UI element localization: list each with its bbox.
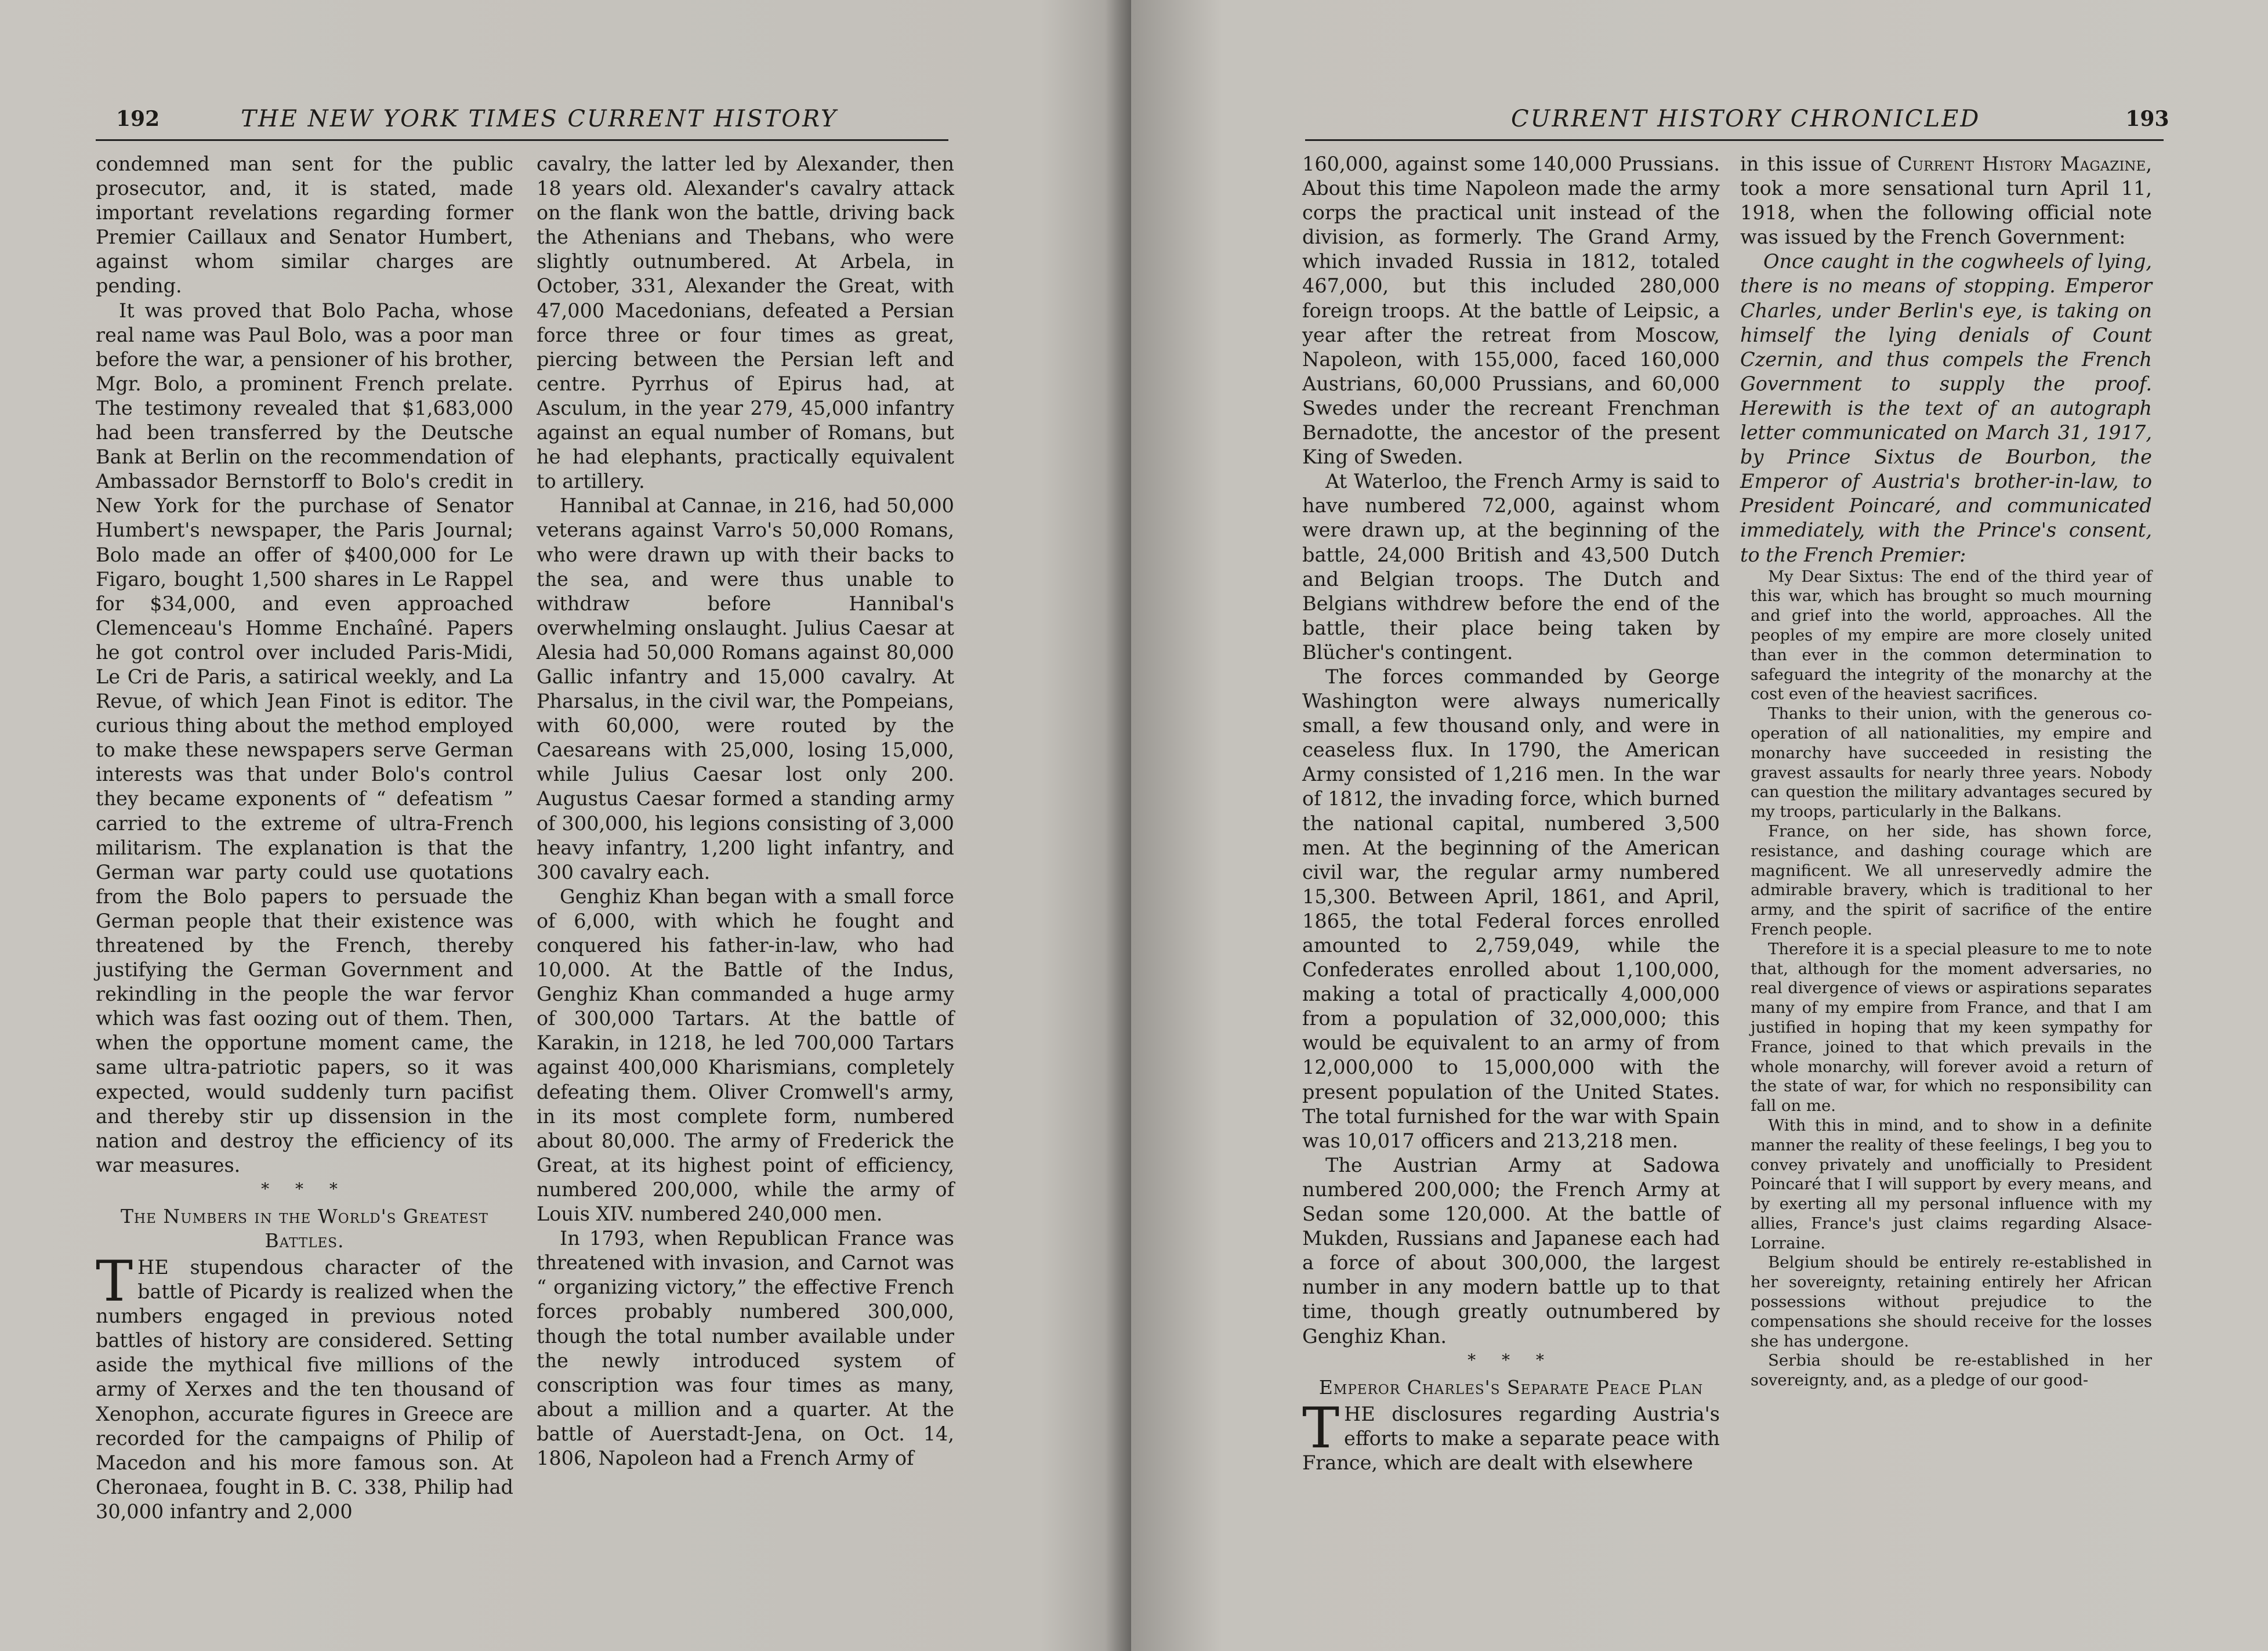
drop-cap: T — [96, 1248, 133, 1314]
right-header-rule — [1305, 139, 2164, 141]
left-column-1 — [96, 152, 513, 1524]
letter-paragraph: Thanks to their union, with the generous co-operation of all nationalities, my empire and monarchy have succeeded in resisting the gravest assaults for nearly three years. Nobody can question the military advantages secured by my troops, particularly in the Balkans. — [1751, 704, 2152, 821]
right-header — [1511, 99, 2169, 139]
left-page — [0, 0, 1131, 1651]
right-page — [1131, 0, 2268, 1651]
left-page-number: 192 — [116, 107, 160, 131]
official-note: Once caught in the cogwheels of lying, there is no means of stopping. Emperor Charles, under Berlin's eye, is taking on himself the lying denials of Count Czernin, and thus compels the French Government to supply the proof. Herewith is the text of an autograph letter communicated on March 31, 1917, by Prince Sixtus de Bourbon, the Emperor of Austria's brother-in-law, to President Poincaré, and communicated immediately, with the Prince's consent, to the French Premier: — [1740, 250, 2152, 566]
letter-paragraph: France, on her side, has shown force, resistance, and dashing courage which are magnificent. We all unreservedly admire the admirable bravery, which is traditional to her army, and the spirit of sacrifice of the entire French people. — [1751, 821, 2152, 939]
paragraph-text: HE stupendous character of the battle of Picardy is realized when the numbers engaged in previous noted battles of history are considered. Setting aside the mythical five millions of the army of Xerxes and the ten thousand of Xenophon, accurate figures in Greece are recorded for the campaigns of Philip of Macedon and his more famous son. At Cheronaea, fought in B. C. 338, Philip had 30,000 infantry and 2,000 — [96, 1255, 513, 1523]
paragraph: 160,000, against some 140,000 Prussians. About this time Napoleon made the army corps the practical unit instead of the division, as formerly. The Grand Army, which invaded Russia in 1812, totaled 467,000, but this included 280,000 foreign troops. At the battle of Leipsic, a year after the retreat from Moscow, Napoleon, with 155,000, faced 160,000 Austrians, 60,000 Prussians, and 60,000 Swedes under the recreant Frenchman Bernadotte, the ancestor of the present King of Sweden. — [1302, 153, 1720, 469]
letter-paragraph: Therefore it is a special pleasure to me to note that, although for the moment adversaries, no real divergence of views or aspirations separates many of my empire from France, and that I am justified in hoping that my keen sympathy for France, joined to that which prevails in the whole monarchy, will forever avoid a return of the state of war, for which no responsibility can fall on me. — [1751, 939, 2152, 1116]
paragraph: It was proved that Bolo Pacha, whose real name was Paul Bolo, was a poor man before the war, a pensioner of his brother, Mgr. Bolo, a prominent French prelate. The testimony revealed that $1,683,000 had been transferred by the Deutsche Bank at Berlin on the recommendation of Ambassador Bernstorff to Bolo's credit in New York for the purchase of Senator Humbert's newspaper, the Paris Journal; Bolo made an offer of $400,000 for Le Figaro, bought 1,500 shares in Le Rappel for $34,000, and even approached Clemenceau's Homme Enchaîné. Papers he got control over included Paris-Midi, Le Cri de Paris, a satirical weekly, and La Revue, of which Jean Finot is editor. The curious thing about the method employed to make these newspapers serve German interests was that under Bolo's control they became exponents of “ defeatism ” carried to the extreme of ultra-French militarism. The explanation is that the German war party could use quotations from the Bolo papers to persuade the German people that their existence was threatened by the French, thereby justifying the German Government and rekindling in the people the war fervor which was fast oozing out of them. Then, when the opportune moment came, the same ultra-patriotic papers, so it was expected, would suddenly turn pacifist and thereby stir up dissension in the nation and destroy the efficiency of its war measures. — [96, 299, 513, 1176]
paragraph: The Austrian Army at Sadowa numbered 200,000; the French Army at Sedan some 120,000. At the battle of Mukden, Russians and Japanese each had a force of about 300,000, the largest number in any modern battle up to that time, though greatly outnumbered by Genghiz Khan. — [1302, 1153, 1720, 1348]
paragraph: Genghiz Khan began with a small force of 6,000, with which he fought and conquered his father-in-law, who had 10,000. At the Battle of the Indus, Genghiz Khan commanded a huge army of 300,000 Tartars. At the battle of Karakin, in 1218, he led 700,000 Tartars against 400,000 Kharismians, completely defeating them. Oliver Cromwell's army, in its most complete form, numbered about 80,000. The army of Frederick the Great, at its highest point of efficiency, numbered 200,000, while the army of Louis XIV. numbered 240,000 men. — [537, 885, 954, 1226]
right-column-2 — [1740, 152, 2152, 1391]
letter-paragraph: With this in mind, and to show in a definite manner the reality of these feelings, I beg you to convey privately and unofficially to President Poincaré that I will support by every means, and by exerting all my personal influence with my allies, France's just claims regarding Alsace-Lorraine. — [1751, 1116, 2152, 1252]
paragraph: condemned man sent for the public prosecutor, and, it is stated, made important revelations regarding former Premier Caillaux and Senator Humbert, against whom similar charges are pending. — [96, 153, 513, 298]
letter-paragraph: Serbia should be re-established in her sovereignty, and, as a pledge of our good- — [1751, 1351, 2152, 1390]
paragraph: In 1793, when Republican France was threatened with invasion, and Carnot was “ organizing victory,” the effective French forces probably numbered 300,000, though the total number available under the newly introduced system of conscription was four times as many, about a million and a quarter. At the battle of Auerstadt-Jena, on Oct. 14, 1806, Napoleon had a French Army of — [537, 1227, 954, 1469]
paragraph: At Waterloo, the French Army is said to have numbered 72,000, against whom were drawn up, at the beginning of the battle, 24,000 British and 43,500 Dutch and Belgian troops. The Dutch and Belgians withdrew before the end of the battle, their place being taken by Blücher's contingent. — [1302, 470, 1720, 664]
right-running-title: CURRENT HISTORY CHRONICLED — [1511, 106, 1981, 132]
section-separator: * * * — [1468, 1350, 1555, 1370]
drop-cap: T — [1302, 1395, 1340, 1461]
right-column-1 — [1302, 152, 1720, 1475]
text-run: , took a more sensational turn April 11, 1918, when the following official note was issued by the French Government: — [1740, 153, 2152, 249]
paragraph — [1302, 1395, 1720, 1475]
letter-paragraph: Belgium should be entirely re-established in her sovereignty, retaining entirely her African possessions without prejudice to the compensations she should receive for the losses she has undergone. — [1751, 1253, 2152, 1351]
magazine-name: Current History Magazine — [1897, 153, 2146, 175]
right-page-number: 193 — [2125, 107, 2169, 131]
section-separator: * * * — [261, 1179, 348, 1199]
text-run: in this issue of — [1740, 153, 1898, 175]
paragraph: Hannibal at Cannae, in 216, had 50,000 veterans against Varro's 50,000 Romans, who were drawn up with their backs to the sea, and were thus unable to withdraw before Hannibal's overwhelming onslaught. Julius Caesar at Alesia had 50,000 Romans against 80,000 Gallic infantry and 15,000 cavalry. At Pharsalus, in the civil war, the Pompeians, with 60,000, were routed by the Caesareans with 25,000, losing 15,000, while Julius Caesar lost only 200. Augustus Caesar formed a standing army of 300,000, his legions consisting of 3,000 heavy infantry, 1,200 light infantry, and 300 cavalry each. — [537, 494, 954, 884]
paragraph-text: HE disclosures regarding Austria's efforts to make a separate peace with France, which are dealt with elsewhere — [1302, 1402, 1720, 1474]
paragraph — [96, 1248, 513, 1524]
left-column-2 — [537, 152, 954, 1471]
left-running-title: THE NEW YORK TIMES CURRENT HISTORY — [241, 106, 838, 132]
section-heading: Emperor Charles's Separate Peace Plan — [1318, 1375, 1704, 1399]
paragraph: cavalry, the latter led by Alexander, then 18 years old. Alexander's cavalry attack on the flank won the battle, driving back the Athenians and Thebans, who were slightly outnumbered. At Arbela, in October, 331, Alexander the Great, with 47,000 Macedonians, defeated a Persian force three or four times as great, piercing between the Persian left and centre. Pyrrhus of Epirus had, at Asculum, in the year 279, 45,000 infantry against an equal number of Romans, but he had elephants, practically equivalent to artillery. — [537, 153, 954, 493]
paragraph — [1740, 152, 2152, 249]
letter-paragraph: My Dear Sixtus: The end of the third year of this war, which has brought so much mourning and grief into the world, approaches. All the peoples of my empire are more closely united than ever in the common determination to safeguard the integrity of the monarchy at the cost even of the heaviest sacrifices. — [1751, 567, 2152, 704]
paragraph: The forces commanded by George Washington were always numerically small, a few thousand only, and were in ceaseless flux. In 1790, the American Army consisted of 1,216 men. In the war of 1812, the invading force, which burned the national capital, numbered 3,500 men. At the beginning of the American civil war, the regular army numbered 15,300. Between April, 1861, and April, 1865, the total Federal forces enrolled amounted to 2,759,049, while the Confederates enrolled about 1,100,000, making a total of practically 4,000,000 from a population of 32,000,000; this would be equivalent to an army of from 12,000,000 to 15,000,000 with the present population of the United States. The total furnished for the war with Spain was 10,017 officers and 213,218 men. — [1302, 665, 1720, 1152]
section-heading: The Numbers in the World's Greatest Battles. — [121, 1204, 488, 1252]
left-header-rule — [96, 139, 948, 141]
left-header — [116, 99, 838, 139]
letter-block — [1740, 567, 2152, 1391]
